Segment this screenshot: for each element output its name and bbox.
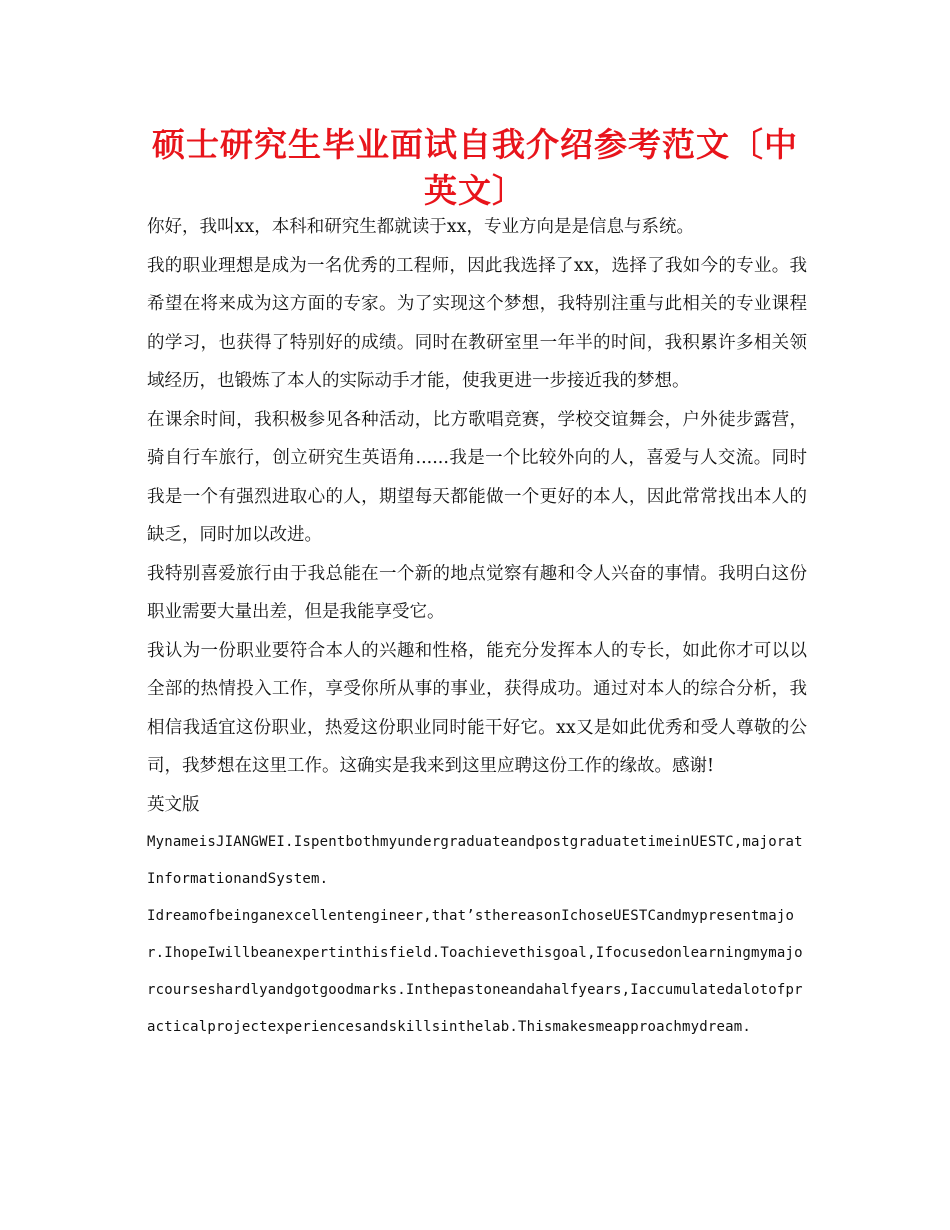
paragraph-activities: 在课余时间，我积极参见各种活动，比方歌唱竞赛，学校交谊舞会，户外徒步露营，骑自行车旅行，创立研究生英语角......我是一个比较外向的人，喜爱与人交流。同时我是一个有强烈进取心的人，期望每天都能做一个更好的本人，因此常常找出本人的缺乏，同时加以改进。 [147, 409, 807, 545]
paragraph-travel: 我特别喜爱旅行由于我总能在一个新的地点觉察有趣和令人兴奋的事情。我明白这份职业需要大量出差，但是我能享受它。 [147, 563, 807, 622]
english-paragraph-intro: MynameisJIANGWEI.IspentbothmyundergraduateandpostgraduatetimeinUESTC,majoratInformationandSystem. [147, 834, 803, 887]
paragraph-intro: 你好，我叫xx，本科和研究生都就读于xx，专业方向是是信息与系统。 [147, 217, 694, 237]
english-version-heading: 英文版 [147, 794, 200, 815]
english-paragraph-dream: Idreamofbeinganexcellentengineer,that’sthereasonIchoseUESTCandmypresentmajor.IhopeIwillbeanexpertinthisfield.Toachievethisgoal,Ifocusedonlearningmymajorcourseshardlyandgotgoodmarks.Inthepastoneandahalfyears,Iaccumulatedalotofpracticalprojectexperiencesandskillsinthelab.Thismakesmeapproachmydream. [147, 908, 803, 1035]
paragraph-conclusion: 我认为一份职业要符合本人的兴趣和性格，能充分发挥本人的专长，如此你才可以以全部的热情投入工作，享受你所从事的事业，获得成功。通过对本人的综合分析，我相信我适宜这份职业，热爱这份职业同时能干好它。xx又是如此优秀和受人尊敬的公司，我梦想在这里工作。这确实是我来到这里应聘这份工作的缘故。感谢! [147, 640, 807, 776]
document-title: 硕士研究生毕业面试自我介绍参考范文〔中英文〕 [152, 125, 798, 210]
paragraph-career-goal: 我的职业理想是成为一名优秀的工程师，因此我选择了xx，选择了我如今的专业。我希望在将来成为这方面的专家。为了实现这个梦想，我特别注重与此相关的专业课程的学习，也获得了特别好的成绩。同时在教研室里一年半的时间，我积累许多相关领域经历，也锻炼了本人的实际动手才能，使我更进一步接近我的梦想。 [147, 255, 807, 391]
document-body [147, 208, 807, 1046]
